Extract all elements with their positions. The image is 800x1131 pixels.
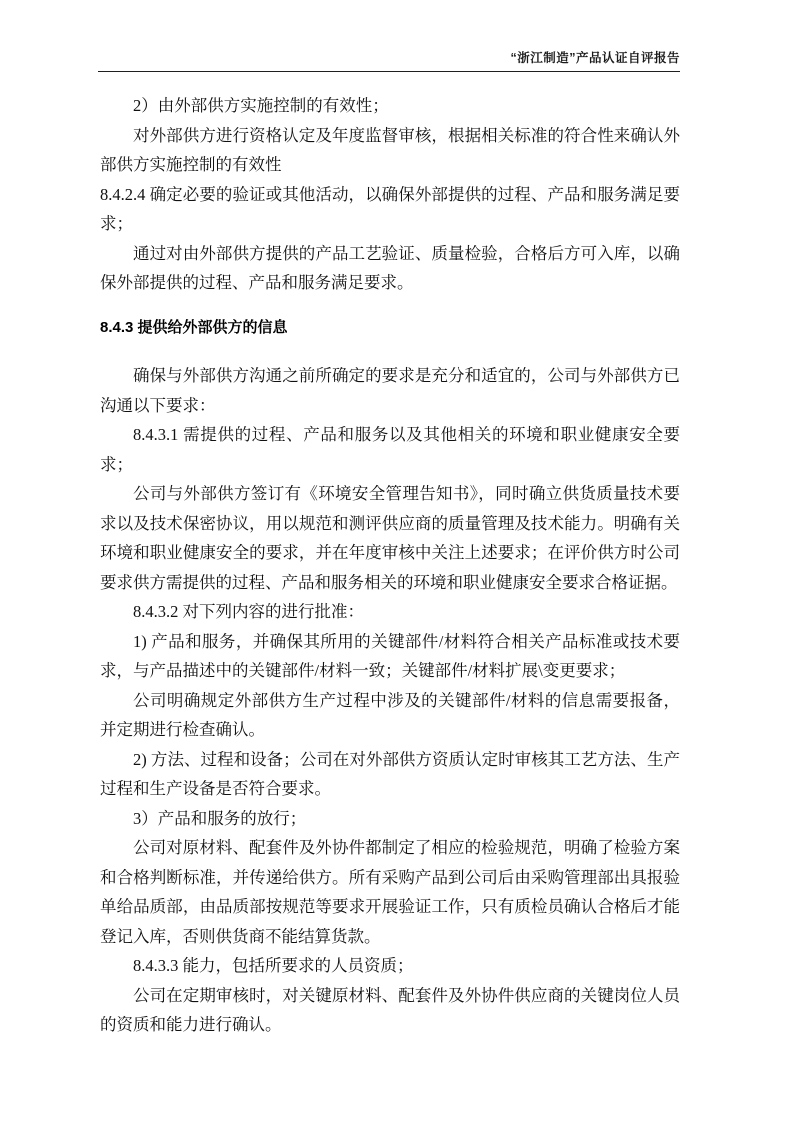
paragraph: 通过对由外部供方提供的产品工艺验证、质量检验，合格后方可入库，以确保外部提供的过程、产品和服务满足要求。 [100, 243, 680, 292]
paragraph-clause-8-4-3-2: 8.4.3.2 对下列内容的进行批准： [133, 602, 364, 621]
paragraph: 公司对原材料、配套件及外协件都制定了相应的检验规范，明确了检验方案和合格判断标准，并传递给供方。所有采购产品到公司后由采购管理部出具报验单给品质部，由品质部按规范等要求开展验证工作，只有质检员确认合格后才能登记入库，否则供货商不能结算货款。 [100, 838, 680, 946]
paragraph-clause-8-4-3-1: 8.4.3.1 需提供的过程、产品和服务以及其他相关的环境和职业健康安全要求； [100, 425, 680, 474]
page-header-title: “浙江制造”产品认证自评报告 [510, 51, 680, 65]
section-heading-8-4-3: 8.4.3 提供给外部供方的信息 [100, 318, 288, 336]
paragraph: 确保与外部供方沟通之前所确定的要求是充分和适宜的，公司与外部供方已沟通以下要求： [100, 366, 680, 415]
paragraph-list-item-2: 2) 方法、过程和设备；公司在对外部供方资质认定时审核其工艺方法、生产过程和生产设备是否符合要求。 [100, 749, 680, 798]
document-body [100, 91, 680, 1040]
paragraph-list-item-3: 3）产品和服务的放行； [133, 808, 307, 828]
page-header [98, 50, 680, 72]
paragraph: 公司与外部供方签订有《环境安全管理告知书》，同时确立供货质量技术要求以及技术保密协议，用以规范和测评供应商的质量管理及技术能力。明确有关环境和职业健康安全的要求，并在年度审核中关注上述要求；在评价供方时公司要求供方需提供的过程、产品和服务相关的环境和职业健康安全要求合格证据。 [100, 484, 680, 592]
paragraph: 2）由外部供方实施控制的有效性； [133, 96, 389, 115]
paragraph-list-item-1: 1) 产品和服务，并确保其所用的关键部件/材料符合相关产品标准或技术要求，与产品描述中的关键部件/材料一致；关键部件/材料扩展\变更要求； [100, 631, 680, 680]
paragraph: 公司在定期审核时，对关键原材料、配套件及外协件供应商的关键岗位人员的资质和能力进行确认。 [100, 985, 680, 1034]
paragraph: 公司明确规定外部供方生产过程中涉及的关键部件/材料的信息需要报备，并定期进行检查确认。 [100, 690, 680, 739]
paragraph-clause-8-4-2-4: 8.4.2.4 确定必要的验证或其他活动，以确保外部提供的过程、产品和服务满足要求； [100, 184, 680, 233]
paragraph-clause-8-4-3-3: 8.4.3.3 能力，包括所要求的人员资质； [133, 956, 414, 975]
paragraph: 对外部供方进行资格认定及年度监督审核，根据相关标准的符合性来确认外部供方实施控制的有效性 [100, 125, 680, 174]
header-rule [98, 71, 680, 72]
